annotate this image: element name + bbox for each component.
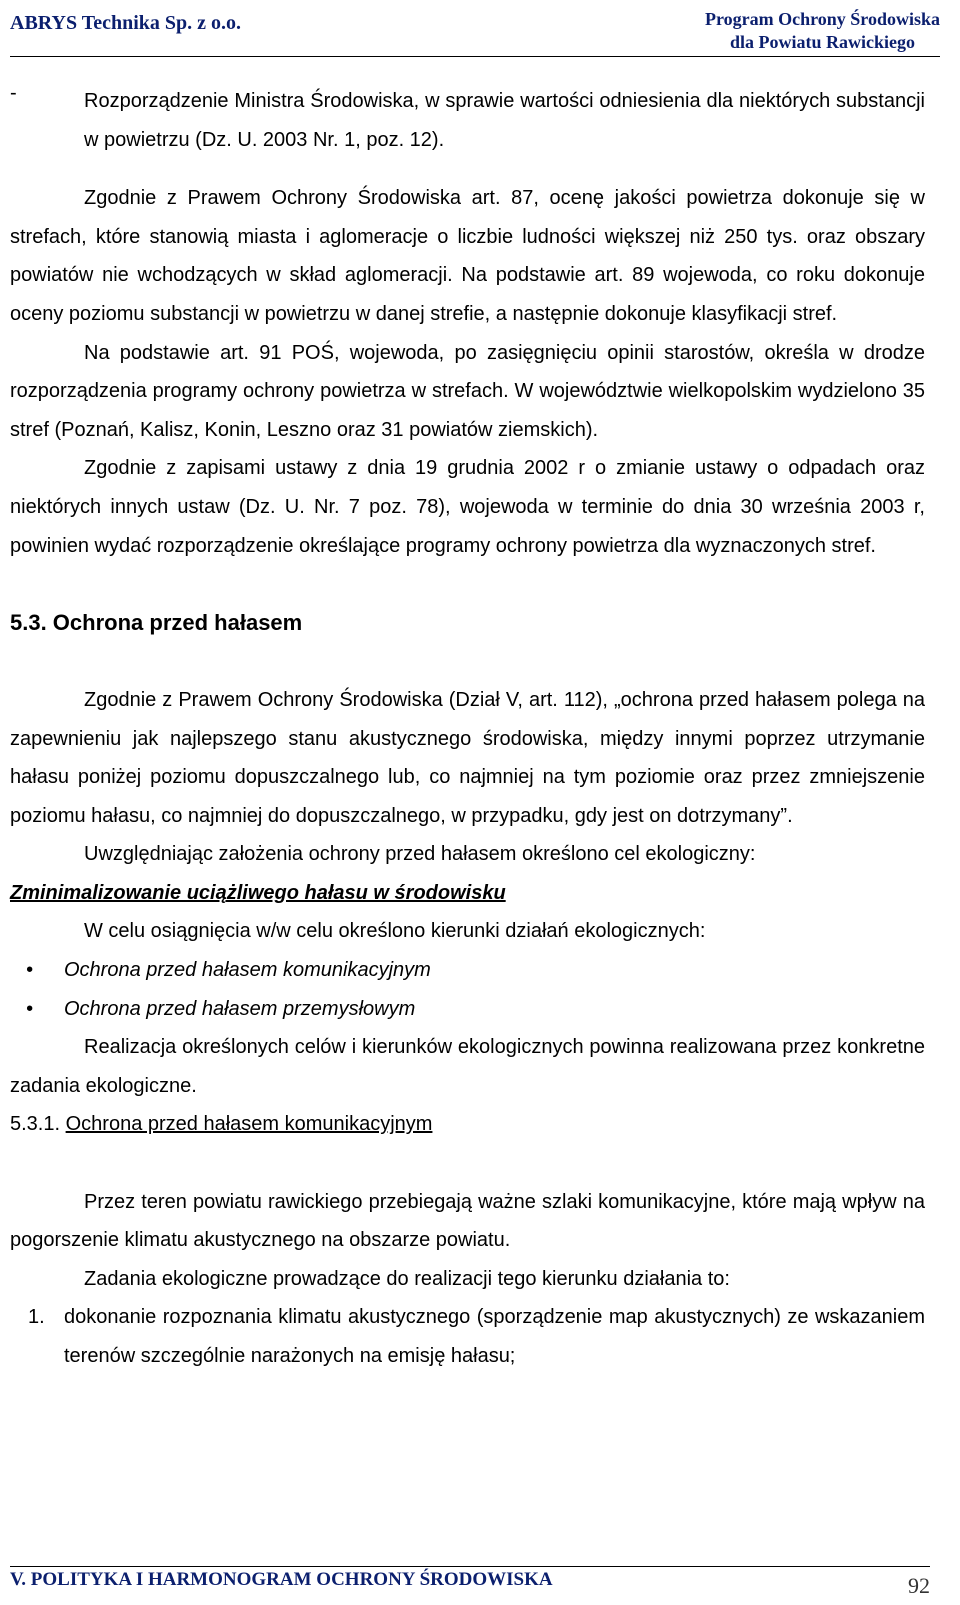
- paragraph-3: Zgodnie z zapisami ustawy z dnia 19 grudnia 2002 r o zmianie ustawy o odpadach oraz niektórych innych ustaw (Dz. U. Nr. 7 poz. 78), wojewoda w terminie do dnia 30 września 2003 r, powinien wydać rozporządzenie określające programy ochrony powietrza dla wyznaczonych stref.: [10, 457, 925, 557]
- item-number: 1.: [28, 1306, 45, 1329]
- page-number: 92: [908, 1573, 930, 1598]
- bullet-icon: •: [26, 997, 34, 1020]
- section-heading: 5.3. Ochrona przed hałasem: [10, 609, 303, 635]
- dash-item-text: Rozporządzenie Ministra Środowiska, w sprawie wartości odniesienia dla niektórych substancji w powietrzu (Dz. U. 2003 Nr. 1, poz. 12).: [84, 90, 925, 151]
- numbered-item: [10, 1298, 925, 1375]
- ecological-goal: Zminimalizowanie uciążliwego hałasu w środowisku: [10, 881, 506, 904]
- paragraph-5: Uwzględniając założenia ochrony przed hałasem określono cel ekologiczny:: [84, 843, 756, 866]
- dash-marker: -: [10, 82, 17, 104]
- numbered-list: [10, 1298, 925, 1375]
- paragraph-8: Przez teren powiatu rawickiego przebiegają ważne szlaki komunikacyjne, które mają wpływ na pogorszenie klimatu akustycznego na obszarze powiatu.: [10, 1190, 925, 1252]
- paragraph-9: Zadania ekologiczne prowadzące do realizacji tego kierunku działania to:: [84, 1267, 730, 1290]
- paragraph-4: Zgodnie z Prawem Ochrony Środowiska (Dział V, art. 112), „ochrona przed hałasem polega na zapewnieniu jak najlepszego stanu akustycznego środowiska, między innymi poprzez utrzymanie hałasu poniżej poziomu dopuszczalnego lub, co najmniej na tym poziomie oraz przez zmniejszenie poziomu hałasu, co najmniej do dopuszczalnego, w przypadku, gdy jest on dotrzymany”.: [10, 688, 925, 827]
- paragraph-7: Realizacja określonych celów i kierunków ekologicznych powinna realizowana przez konkretne zadania ekologiczne.: [10, 1036, 925, 1097]
- paragraph-2: Na podstawie art. 91 POŚ, wojewoda, po zasięgnięciu opinii starostów, określa w drodze rozporządzenia programy ochrony powietrza w strefach. W województwie wielkopolskim wydzielono 35 stref (Poznań, Kalisz, Konin, Leszno oraz 31 powiatów ziemskich).: [10, 341, 925, 441]
- list-item: [10, 951, 925, 990]
- list-item-text: Ochrona przed hałasem komunikacyjnym: [64, 959, 431, 982]
- list-item-text: Ochrona przed hałasem przemysłowym: [64, 997, 416, 1020]
- footer-title: V. POLITYKA I HARMONOGRAM OCHRONY ŚRODOWISKA: [10, 1569, 553, 1590]
- document-body: [10, 82, 925, 1376]
- subsection-number: 5.3.1.: [10, 1113, 61, 1136]
- program-title: [705, 8, 940, 54]
- bullet-icon: •: [26, 959, 34, 982]
- program-title-line1: Program Ochrony Środowiska: [704, 9, 940, 29]
- paragraph-1: Zgodnie z Prawem Ochrony Środowiska art. 87, ocenę jakości powietrza dokonuje się w strefach, które stanowią miasta i aglomeracje o liczbie ludności większej niż 250 tys. oraz obszary powiatów nie wchodzących w skład aglomeracji. Na podstawie art. 89 wojewoda, co roku dokonuje oceny poziomu substancji w powietrzu w danej strefie, a następnie dokonuje klasyfikacji stref.: [10, 187, 925, 325]
- dash-list-item: [10, 82, 925, 159]
- paragraph-6: W celu osiągnięcia w/w celu określono kierunki działań ekologicznych:: [84, 920, 706, 943]
- bullet-list: [10, 951, 925, 1028]
- program-title-line2: dla Powiatu Rawickiego: [729, 32, 915, 52]
- subsection-title: Ochrona przed hałasem komunikacyjnym: [65, 1113, 433, 1136]
- item-text: dokonanie rozpoznania klimatu akustycznego (sporządzenie map akustycznych) ze wskazaniem terenów szczególnie narażonych na emisję hałasu;: [64, 1306, 925, 1367]
- page-header: [10, 4, 940, 57]
- list-item: [10, 990, 925, 1029]
- company-name: ABRYS Technika Sp. z o.o.: [10, 12, 242, 34]
- page-footer: [10, 1566, 930, 1601]
- subsection-heading: [10, 1105, 925, 1144]
